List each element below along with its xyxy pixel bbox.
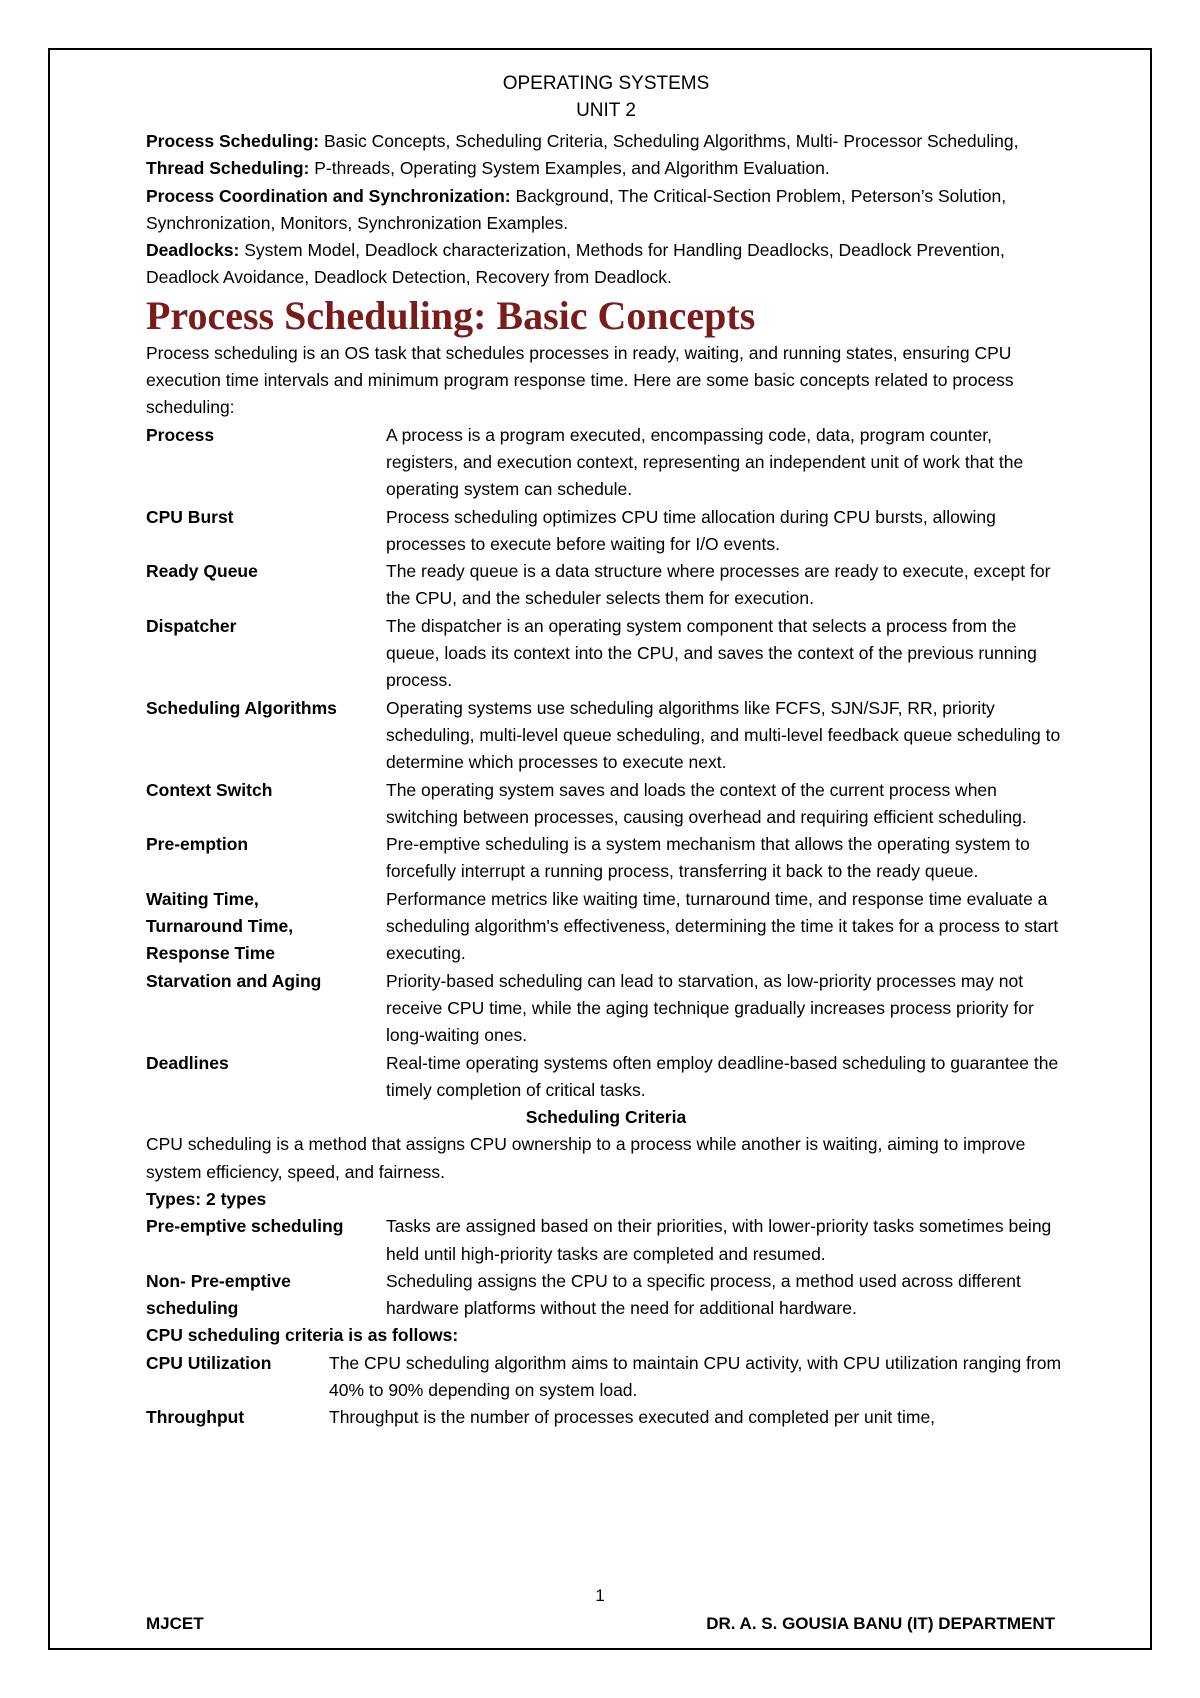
type-desc: Scheduling assigns the CPU to a specific process, a method used across different hardware platforms without the need for additional hardware. xyxy=(386,1270,1021,1319)
concept-desc: Performance metrics like waiting time, turnaround time, and response time evaluate a scheduling algorithm's effectiveness, determining the time it takes for a process to start executing. xyxy=(386,888,1059,964)
syllabus-item xyxy=(146,183,1066,238)
concept-desc: A process is a program executed, encompassing code, data, program counter, registers, and execution context, representing an independent unit of work that the operating system can schedule. xyxy=(386,424,1024,500)
concept-term: Deadlines xyxy=(146,1052,229,1073)
page-number: 1 xyxy=(595,1586,605,1605)
criteria-desc: Throughput is the number of processes executed and completed per unit time, xyxy=(329,1407,936,1428)
concept-row xyxy=(146,613,1066,695)
syllabus-item xyxy=(146,155,1066,182)
concept-desc: The ready queue is a data structure where processes are ready to execute, except for the CPU, and the scheduler selects them for execution. xyxy=(386,561,1051,609)
concept-desc: The operating system saves and loads the context of the current process when switching between processes, causing overhead and requiring efficient scheduling. xyxy=(386,779,1027,827)
unit-label: UNIT 2 xyxy=(576,100,636,121)
criteria-list xyxy=(146,1350,1066,1432)
concept-row xyxy=(146,558,1066,613)
section-intro: Process scheduling is an OS task that schedules processes in ready, waiting, and running states, ensuring CPU execution time intervals and minimum program response time. Here are some basic concepts related to process scheduling: xyxy=(146,342,1014,418)
syllabus-label: Process Scheduling: xyxy=(146,131,320,151)
concept-term: Scheduling Algorithms xyxy=(146,697,337,718)
concept-row xyxy=(146,1050,1066,1105)
syllabus-item xyxy=(146,237,1066,292)
types-label: Types: 2 types xyxy=(146,1188,267,1209)
type-row xyxy=(146,1213,1066,1268)
concept-desc: Operating systems use scheduling algorithms like FCFS, SJN/SJF, RR, priority scheduling, multi-level queue scheduling, and multi-level feedback queue scheduling to determine which processes to execute next. xyxy=(386,697,1061,773)
concept-desc: Pre-emptive scheduling is a system mechanism that allows the operating system to forcefully interrupt a running process, transferring it back to the ready queue. xyxy=(386,834,1030,882)
concept-list xyxy=(146,422,1066,1104)
criteria-row xyxy=(146,1350,1066,1405)
syllabus-label: Deadlocks: xyxy=(146,240,240,261)
concept-term: Dispatcher xyxy=(146,615,237,636)
syllabus xyxy=(146,128,1066,292)
concept-desc: Process scheduling optimizes CPU time allocation during CPU bursts, allowing processes to execute before waiting for I/O events. xyxy=(386,506,996,554)
concept-row xyxy=(146,422,1066,504)
syllabus-label: Thread Scheduling: xyxy=(146,158,310,179)
syllabus-item xyxy=(146,128,1066,155)
syllabus-text: System Model, Deadlock characterization, Methods for Handling Deadlocks, Deadlock Prevention, Deadlock Avoidance, Deadlock Detection, Recovery from Deadlock. xyxy=(146,240,1005,288)
concept-row xyxy=(146,968,1066,1050)
concept-term: Ready Queue xyxy=(146,561,258,582)
type-term: Pre-emptive scheduling xyxy=(146,1216,344,1237)
concept-row xyxy=(146,886,1066,968)
concept-term: Waiting Time, Turnaround Time, Response Time xyxy=(146,888,294,964)
type-desc: Tasks are assigned based on their priorities, with lower-priority tasks sometimes being held until high-priority tasks are completed and resumed. xyxy=(386,1216,1052,1264)
concept-term: Process xyxy=(146,424,215,445)
type-term: Non- Pre-emptive scheduling xyxy=(146,1270,291,1319)
concept-row xyxy=(146,695,1066,777)
concept-desc: Real-time operating systems often employ deadline-based scheduling to guarantee the timely completion of critical tasks. xyxy=(386,1052,1059,1100)
types-list xyxy=(146,1213,1066,1322)
concept-desc: The dispatcher is an operating system component that selects a process from the queue, loads its context into the CPU, and saves the context of the previous running process. xyxy=(386,615,1037,691)
concept-term: Context Switch xyxy=(146,779,273,800)
type-row xyxy=(146,1268,1066,1323)
section-heading: Process Scheduling: Basic Concepts xyxy=(146,292,756,338)
page-content xyxy=(146,70,1066,1432)
concept-term: Pre-emption xyxy=(146,834,249,855)
syllabus-text: Basic Concepts, Scheduling Criteria, Scheduling Algorithms, Multi- Processor Scheduling, xyxy=(319,131,1019,151)
syllabus-text: Background, The Critical-Section Problem, Peterson’s Solution, Synchronization, Monitors, Synchronization Examples. xyxy=(146,185,1007,233)
criteria-row xyxy=(146,1404,1066,1431)
footer-author: DR. A. S. GOUSIA BANU (IT) DEPARTMENT xyxy=(706,1614,1055,1633)
concept-row xyxy=(146,831,1066,886)
footer-institution: MJCET xyxy=(146,1614,204,1633)
concept-row xyxy=(146,777,1066,832)
criteria-desc: The CPU scheduling algorithm aims to maintain CPU activity, with CPU utilization ranging from 40% to 90% depending on system load. xyxy=(329,1352,1062,1401)
concept-term: CPU Burst xyxy=(146,506,234,527)
criteria-term: CPU Utilization xyxy=(146,1352,272,1373)
criteria-term: Throughput xyxy=(146,1407,245,1428)
criteria-intro: CPU scheduling is a method that assigns CPU ownership to a process while another is waiting, aiming to improve system efficiency, speed, and fairness. xyxy=(146,1134,1026,1182)
concept-desc: Priority-based scheduling can lead to starvation, as low-priority processes may not receive CPU time, while the aging technique gradually increases process priority for long-waiting ones. xyxy=(386,970,1034,1046)
concept-row xyxy=(146,504,1066,559)
concept-term: Starvation and Aging xyxy=(146,970,322,991)
syllabus-label: Process Coordination and Synchronization: xyxy=(146,185,511,206)
criteria-list-label: CPU scheduling criteria is as follows: xyxy=(146,1325,459,1346)
document-title: OPERATING SYSTEMS xyxy=(502,73,710,94)
syllabus-text: P-threads, Operating System Examples, and Algorithm Evaluation. xyxy=(309,158,830,179)
criteria-heading: Scheduling Criteria xyxy=(525,1107,687,1128)
